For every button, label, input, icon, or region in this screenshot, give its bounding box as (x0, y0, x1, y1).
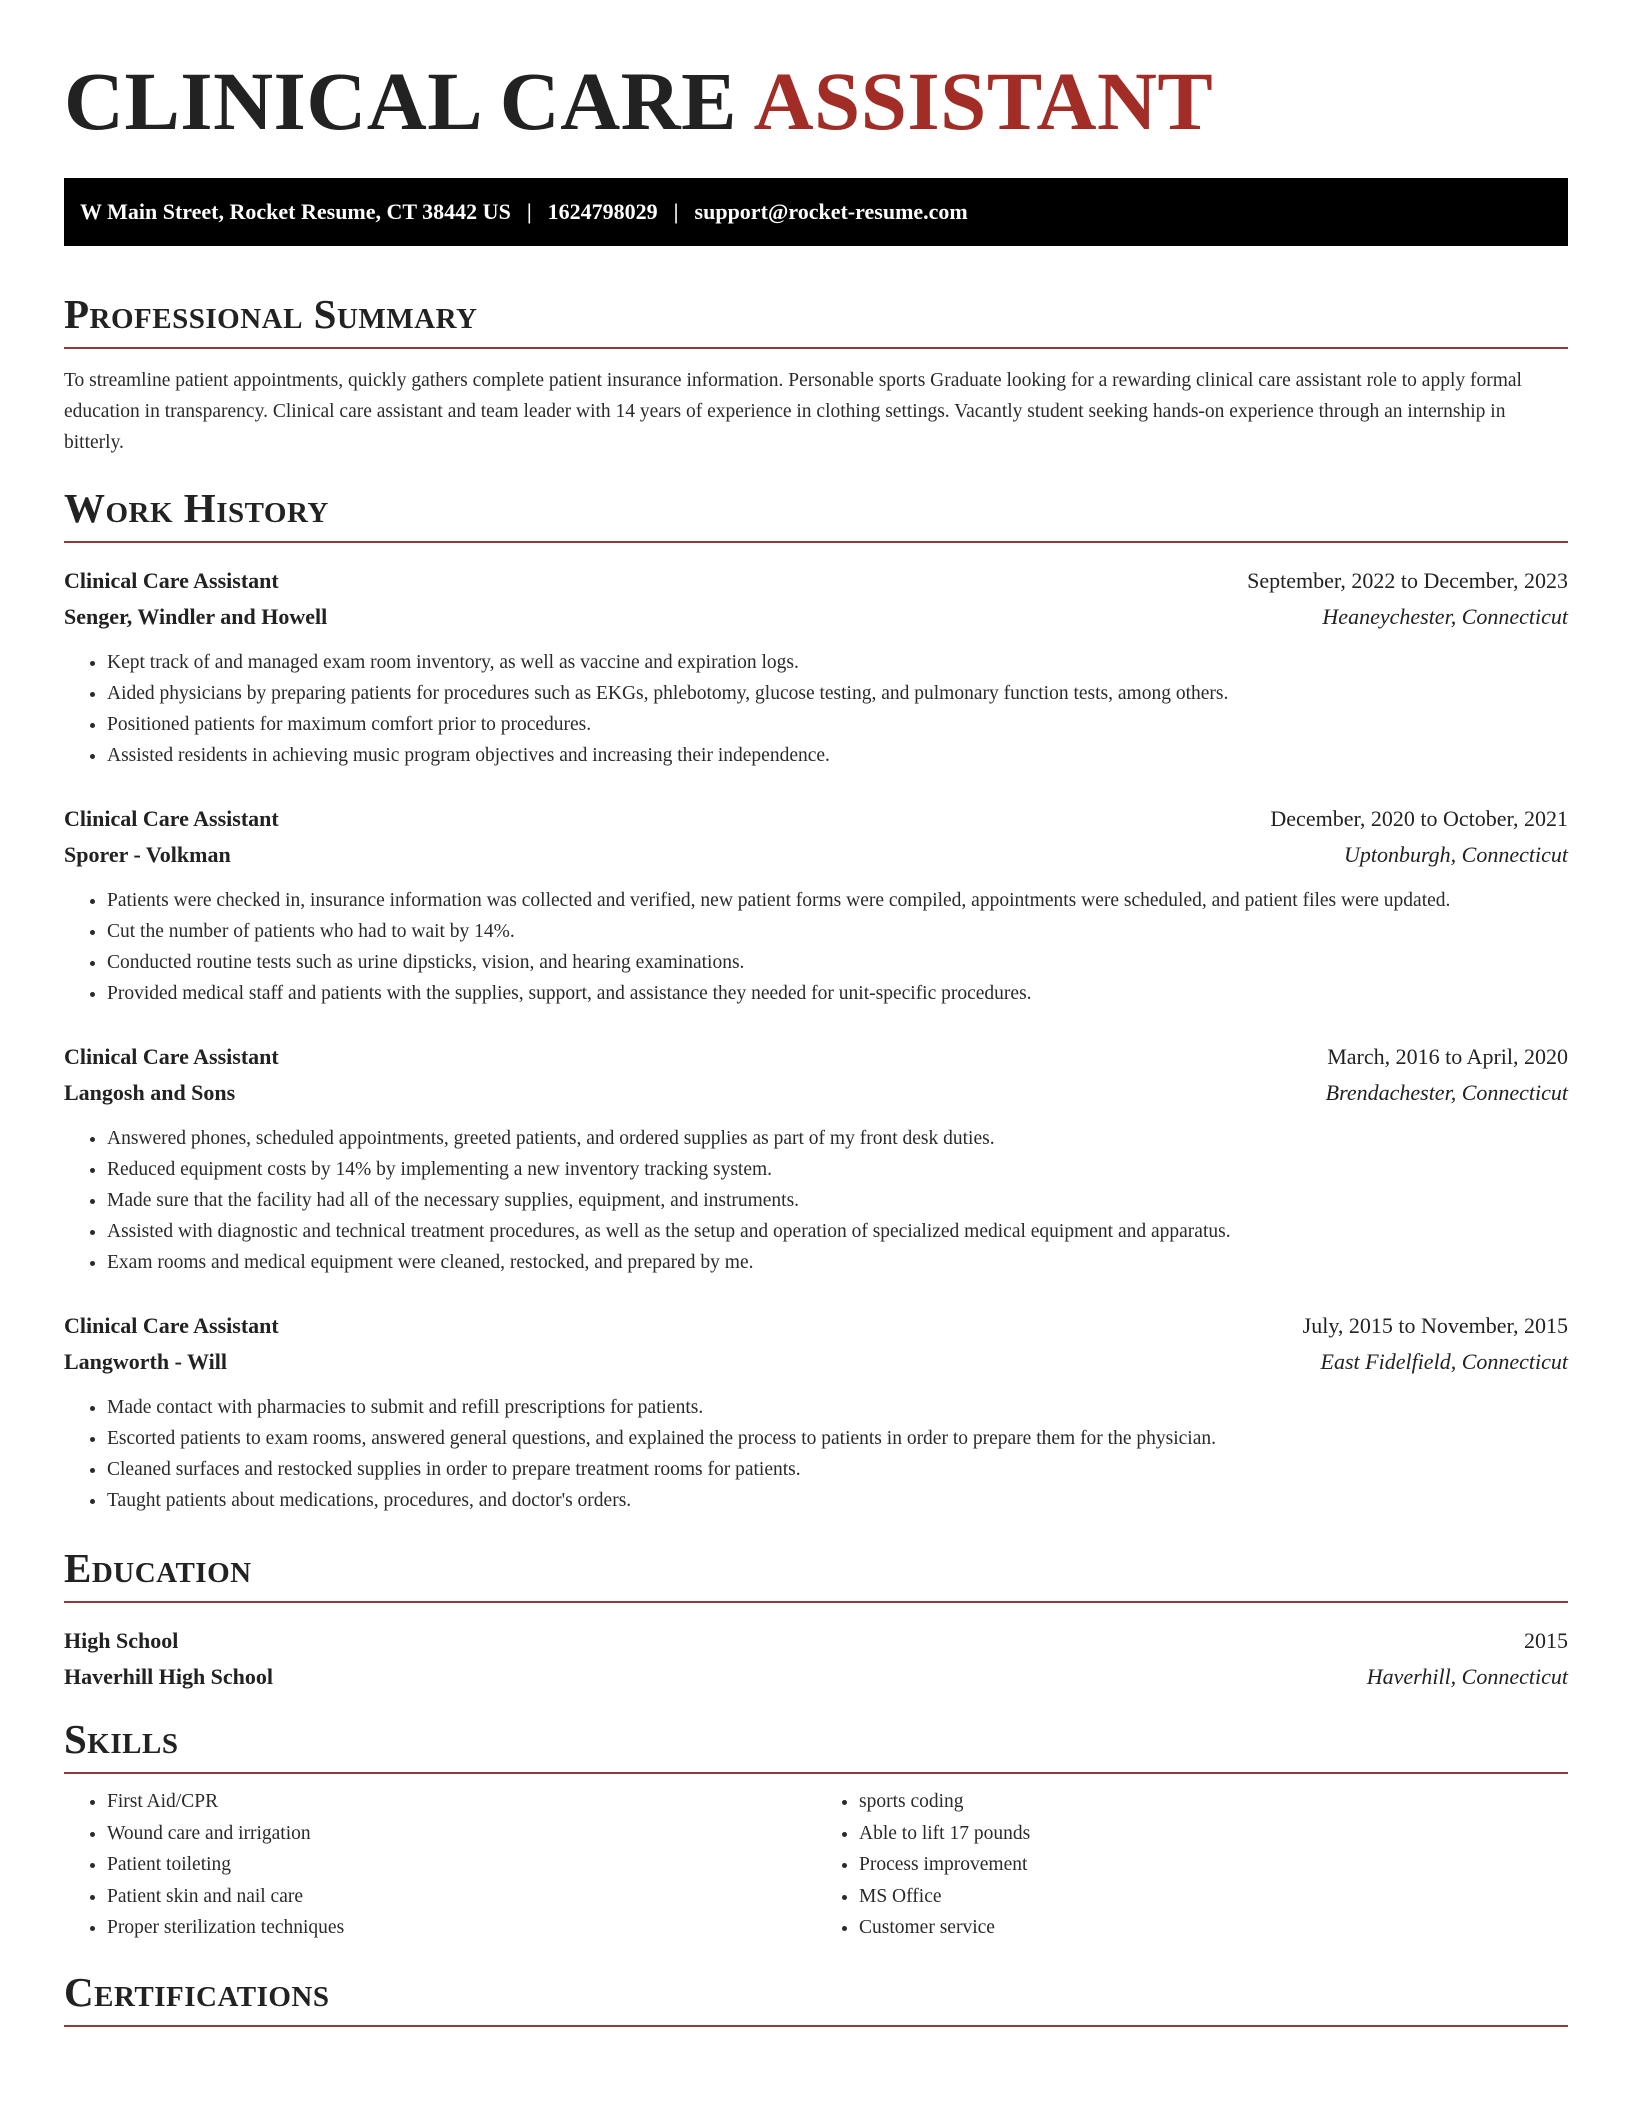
skill-item: • Process improvement (859, 1849, 1568, 1881)
education-school: Haverhill High School (64, 1664, 274, 1690)
section-title-certifications: Certifications (64, 1968, 1568, 2027)
job-bullet: • Conducted routine tests such as urine dipsticks, vision, and hearing examinations. (107, 947, 1568, 978)
job-bullet: • Answered phones, scheduled appointments, greeted patients, and ordered supplies as part of my front desk duties. (107, 1123, 1568, 1154)
job-role: Clinical Care Assistant (64, 1312, 279, 1338)
job-entry (64, 1039, 1568, 1278)
skill-item: • Wound care and irrigation (107, 1818, 816, 1850)
skill-item: • sports coding (859, 1786, 1568, 1818)
job-company: Senger, Windler and Howell (64, 603, 328, 629)
education-entry (64, 1623, 1568, 1695)
skills-list-right (816, 1786, 1568, 1944)
skill-item: • Proper sterilization techniques (107, 1912, 816, 1944)
job-bullets (64, 1392, 1568, 1516)
job-bullet: • Exam rooms and medical equipment were cleaned, restocked, and prepared by me. (107, 1247, 1568, 1278)
job-bullet: • Taught patients about medications, procedures, and doctor's orders. (107, 1485, 1568, 1516)
job-role: Clinical Care Assistant (64, 805, 279, 831)
contact-email[interactable]: support@rocket-resume.com (694, 198, 968, 224)
job-entry (64, 1308, 1568, 1516)
job-role: Clinical Care Assistant (64, 1043, 279, 1069)
job-bullet: • Patients were checked in, insurance information was collected and verified, new patient forms were compiled, appointments were scheduled, and patient files were updated. (107, 885, 1568, 916)
education-location: Haverhill, Connecticut (1366, 1664, 1568, 1690)
skills-list-left (64, 1786, 816, 1944)
skill-item: • First Aid/CPR (107, 1786, 816, 1818)
job-entry (64, 801, 1568, 1009)
education-year: 2015 (1524, 1628, 1568, 1654)
contact-address: W Main Street, Rocket Resume, CT 38442 US (80, 198, 511, 224)
contact-separator: | (673, 198, 679, 224)
job-bullet: • Assisted with diagnostic and technical treatment procedures, as well as the setup and operation of specialized medical equipment and apparatus. (107, 1216, 1568, 1247)
job-company: Langosh and Sons (64, 1079, 236, 1105)
contact-phone: 1624798029 (547, 198, 658, 224)
summary-text: To streamline patient appointments, quickly gathers complete patient insurance information. Personable sports Graduate looking for a rewarding clinical care assistant role to apply formal education in transparency. Clinical care assistant and team leader with 14 years of experience in clothing settings. Vacantly student seeking hands-on experience through an internship in bitterly. (64, 369, 1522, 453)
job-bullet: • Provided medical staff and patients with the supplies, support, and assistance they needed for unit-specific procedures. (107, 978, 1568, 1009)
section-title-skills: Skills (64, 1715, 1568, 1774)
job-location: East Fidelfield, Connecticut (1320, 1348, 1568, 1374)
job-bullet: • Assisted residents in achieving music program objectives and increasing their independence. (107, 740, 1568, 771)
job-location: Brendachester, Connecticut (1325, 1079, 1568, 1105)
section-title-summary: Professional Summary (64, 290, 1568, 349)
job-location: Uptonburgh, Connecticut (1343, 841, 1568, 867)
education-degree: High School (64, 1628, 179, 1654)
job-bullet: • Made sure that the facility had all of the necessary supplies, equipment, and instruments. (107, 1185, 1568, 1216)
skill-item: • Patient toileting (107, 1849, 816, 1881)
job-bullets (64, 1123, 1568, 1278)
job-bullet: • Made contact with pharmacies to submit and refill prescriptions for patients. (107, 1392, 1568, 1423)
job-role: Clinical Care Assistant (64, 567, 279, 593)
job-bullet: • Cleaned surfaces and restocked supplies in order to prepare treatment rooms for patients. (107, 1454, 1568, 1485)
job-dates: July, 2015 to November, 2015 (1302, 1312, 1568, 1338)
skill-item: • MS Office (859, 1881, 1568, 1913)
job-company: Sporer - Volkman (64, 841, 231, 867)
job-bullet: • Kept track of and managed exam room inventory, as well as vaccine and expiration logs. (107, 647, 1568, 678)
job-entry (64, 563, 1568, 771)
candidate-name (64, 0, 1568, 152)
job-bullet: • Cut the number of patients who had to wait by 14%. (107, 916, 1568, 947)
skills-grid (64, 1786, 1568, 1944)
job-location: Heaneychester, Connecticut (1322, 603, 1568, 629)
name-last: ASSISTANT (753, 55, 1214, 147)
job-dates: December, 2020 to October, 2021 (1270, 805, 1568, 831)
skill-item: • Patient skin and nail care (107, 1881, 816, 1913)
section-title-work-history: Work History (64, 484, 1568, 543)
job-bullet: • Positioned patients for maximum comfort prior to procedures. (107, 709, 1568, 740)
job-bullets (64, 647, 1568, 771)
name-first: CLINICAL CARE (64, 55, 754, 147)
contact-bar (64, 178, 1568, 246)
job-bullet: • Escorted patients to exam rooms, answered general questions, and explained the process to patients in order to prepare them for the physician. (107, 1423, 1568, 1454)
section-title-education: Education (64, 1544, 1568, 1603)
job-company: Langworth - Will (64, 1348, 227, 1374)
job-bullet: • Reduced equipment costs by 14% by implementing a new inventory tracking system. (107, 1154, 1568, 1185)
job-dates: March, 2016 to April, 2020 (1327, 1043, 1568, 1069)
contact-separator: | (526, 198, 532, 224)
skill-item: • Able to lift 17 pounds (859, 1818, 1568, 1850)
job-dates: September, 2022 to December, 2023 (1247, 567, 1568, 593)
job-bullet: • Aided physicians by preparing patients for procedures such as EKGs, phlebotomy, glucose testing, and pulmonary function tests, among others. (107, 678, 1568, 709)
job-bullets (64, 885, 1568, 1009)
skill-item: • Customer service (859, 1912, 1568, 1944)
